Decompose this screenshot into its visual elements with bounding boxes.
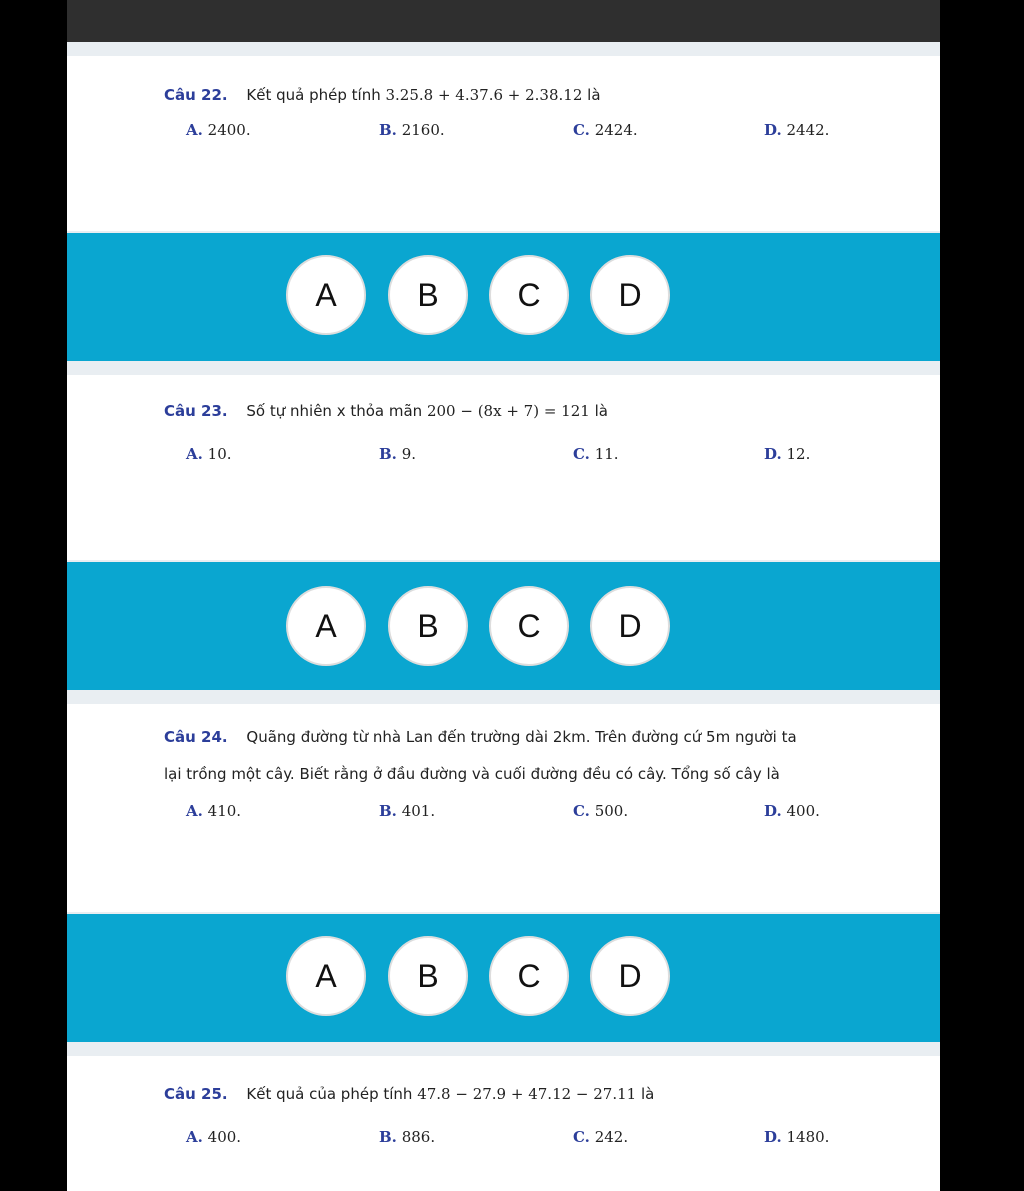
option-letter: C. [573, 1128, 590, 1146]
option-d [764, 802, 820, 820]
option-c [573, 1128, 628, 1146]
answer-button-d[interactable]: D [590, 936, 670, 1016]
answer-button-a[interactable]: A [286, 936, 366, 1016]
question-card-24 [67, 704, 940, 912]
option-a [186, 1128, 241, 1146]
option-letter: A. [186, 121, 203, 139]
option-letter: B. [379, 802, 397, 820]
answer-button-a[interactable]: A [286, 255, 366, 335]
quiz-frame [67, 0, 940, 1191]
answer-button-d[interactable]: D [590, 586, 670, 666]
option-letter: D. [764, 1128, 782, 1146]
math-expression: 200 − (8x + 7) = 121 [426, 402, 590, 420]
option-letter: B. [379, 121, 397, 139]
question-prompt: Kết quả của phép tính [246, 1085, 413, 1103]
question-prompt-line1: Quãng đường từ nhà Lan đến trường dài 2km. Trên đường cứ 5m người ta [246, 728, 797, 746]
question-label: Câu 23. [164, 402, 228, 420]
option-value: 11. [594, 445, 619, 463]
option-letter: B. [379, 445, 397, 463]
answer-button-d[interactable]: D [590, 255, 670, 335]
question-suffix: là [640, 1085, 655, 1103]
option-letter: B. [379, 1128, 397, 1146]
answer-button-b[interactable]: B [388, 586, 468, 666]
option-value: 400. [207, 1128, 242, 1146]
question-label: Câu 25. [164, 1085, 228, 1103]
question-prompt: Số tự nhiên x thỏa mãn [246, 402, 423, 420]
option-letter: D. [764, 802, 782, 820]
question-label: Câu 24. [164, 728, 228, 746]
option-b [379, 802, 435, 820]
question-suffix: là [587, 86, 601, 104]
option-c [573, 802, 628, 820]
option-value: 12. [786, 445, 811, 463]
answer-button-b[interactable]: B [388, 255, 468, 335]
option-value: 2424. [594, 121, 638, 139]
question-label: Câu 22. [164, 86, 228, 104]
top-bar [67, 0, 940, 42]
option-value: 410. [207, 802, 242, 820]
option-b [379, 445, 416, 463]
option-d [764, 445, 810, 463]
question-text [164, 728, 797, 746]
option-value: 10. [207, 445, 232, 463]
answer-band-24 [67, 914, 940, 1042]
option-value: 500. [594, 802, 629, 820]
option-letter: C. [573, 802, 590, 820]
question-suffix: là [594, 402, 608, 420]
option-value: 886. [401, 1128, 436, 1146]
option-letter: C. [573, 121, 590, 139]
question-card-22 [67, 56, 940, 231]
question-text-line2: lại trồng một cây. Biết rằng ở đầu đường và cuối đường đều có cây. Tổng số cây là [164, 765, 780, 783]
question-card-23 [67, 375, 940, 560]
option-value: 242. [594, 1128, 629, 1146]
answer-button-c[interactable]: C [489, 936, 569, 1016]
option-value: 9. [401, 445, 416, 463]
question-card-25 [67, 1056, 940, 1191]
option-d [764, 1128, 829, 1146]
option-letter: D. [764, 121, 782, 139]
math-expression: 47.8 − 27.9 + 47.12 − 27.11 [417, 1085, 637, 1103]
answer-button-c[interactable]: C [489, 255, 569, 335]
option-value: 401. [401, 802, 436, 820]
answer-band-22 [67, 233, 940, 361]
option-d [764, 121, 829, 139]
option-letter: A. [186, 802, 203, 820]
option-c [573, 445, 619, 463]
option-letter: C. [573, 445, 590, 463]
option-value: 1480. [786, 1128, 830, 1146]
answer-button-a[interactable]: A [286, 586, 366, 666]
answer-band-23 [67, 562, 940, 690]
option-letter: D. [764, 445, 782, 463]
option-a [186, 445, 232, 463]
option-value: 2442. [786, 121, 830, 139]
question-prompt: Kết quả phép tính [246, 86, 381, 104]
question-text [164, 402, 608, 420]
question-text [164, 1085, 654, 1103]
answer-button-b[interactable]: B [388, 936, 468, 1016]
option-a [186, 121, 251, 139]
option-value: 2160. [401, 121, 445, 139]
question-text [164, 86, 601, 104]
option-letter: A. [186, 1128, 203, 1146]
option-b [379, 121, 445, 139]
answer-button-c[interactable]: C [489, 586, 569, 666]
option-b [379, 1128, 435, 1146]
option-letter: A. [186, 445, 203, 463]
option-value: 2400. [207, 121, 251, 139]
option-a [186, 802, 241, 820]
option-c [573, 121, 638, 139]
math-expression: 3.25.8 + 4.37.6 + 2.38.12 [385, 86, 583, 104]
option-value: 400. [786, 802, 820, 820]
